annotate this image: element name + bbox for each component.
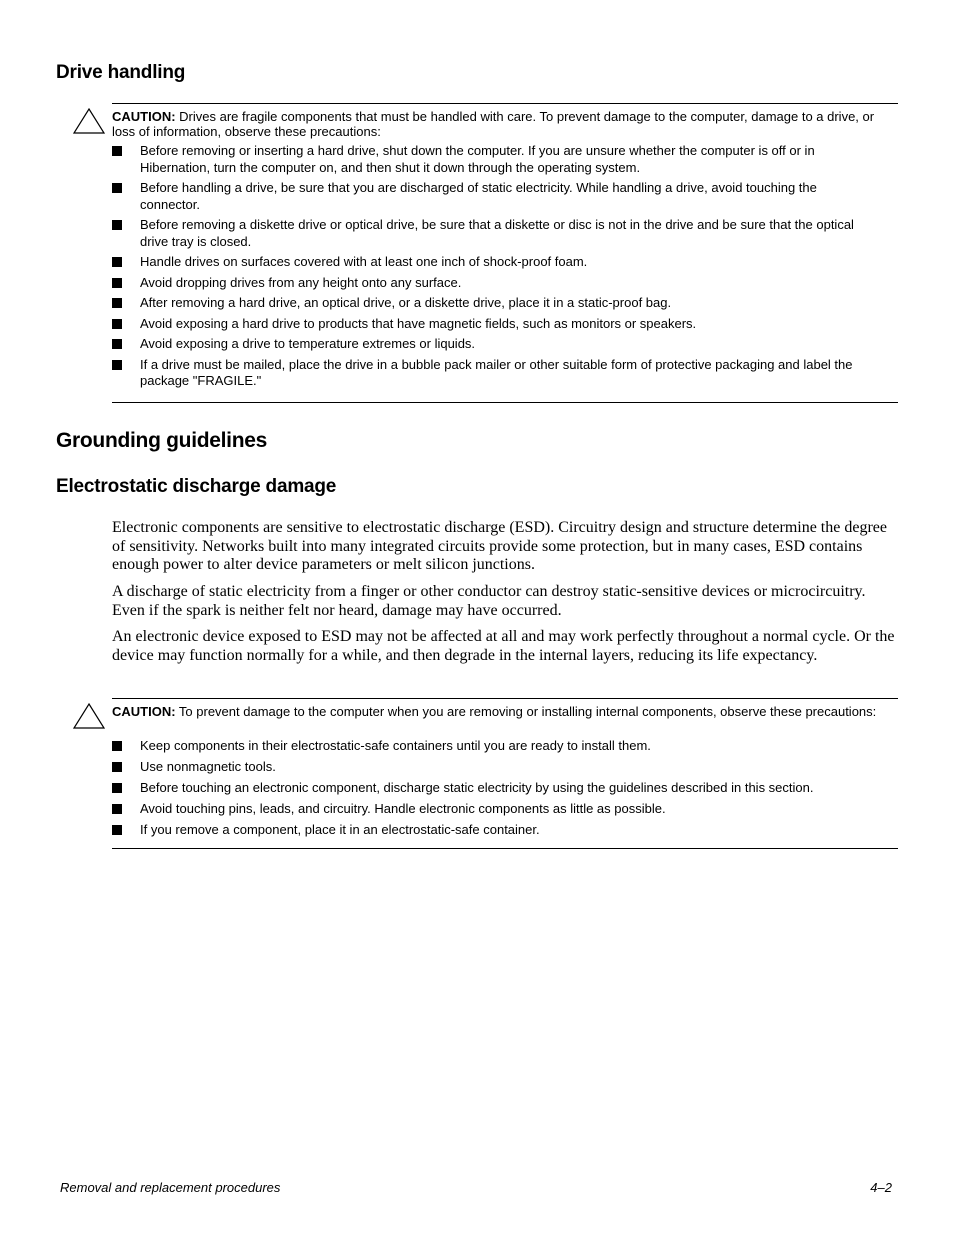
footer-page-number: 4–2 xyxy=(870,1180,892,1195)
list-item: Avoid dropping drives from any height onto any surface. xyxy=(112,275,880,292)
caution-triangle-icon xyxy=(72,107,106,135)
caution-top-rule xyxy=(112,103,898,104)
caution-bottom-rule xyxy=(112,402,898,403)
paragraph: An electronic device exposed to ESD may not be affected at all and may work perfectly throughout a normal cycle. Or the device may function normally for a while, and then degrade in the internal layers, reducing its life expectancy. xyxy=(112,628,895,664)
list-item: After removing a hard drive, an optical drive, or a diskette drive, place it in a static-proof bag. xyxy=(112,295,880,312)
caution-top-rule xyxy=(112,698,898,699)
caution-box-drive-handling xyxy=(112,103,898,403)
caution-bottom-rule xyxy=(112,848,898,849)
list-item: If a drive must be mailed, place the drive in a bubble pack mailer or other suitable form of protective packaging and label the package "FRAGILE." xyxy=(112,357,880,390)
subsection-heading-esd-damage: Electrostatic discharge damage xyxy=(56,476,337,497)
list-item: Handle drives on surfaces covered with at least one inch of shock-proof foam. xyxy=(112,254,880,271)
list-item: Before removing or inserting a hard drive, shut down the computer. If you are unsure whether the computer is off or in Hibernation, turn the computer on, and then shut it down through the operating system. xyxy=(112,143,880,176)
list-item: Avoid exposing a drive to temperature extremes or liquids. xyxy=(112,336,880,353)
caution-box-grounding xyxy=(112,698,898,850)
list-item: Avoid touching pins, leads, and circuitry. Handle electronic components as little as possible. xyxy=(112,801,880,818)
caution-text: To prevent damage to the computer when you are removing or installing internal components, observe these precautions: xyxy=(175,704,877,719)
list-item: Before handling a drive, be sure that you are discharged of static electricity. While handling a drive, avoid touching the connector. xyxy=(112,180,880,213)
caution-lead-text xyxy=(112,109,882,139)
list-item: Before touching an electronic component, discharge static electricity by using the guidelines described in this section. xyxy=(112,780,880,797)
caution-text: Drives are fragile components that must be handled with care. To prevent damage to the computer, damage to a drive, or loss of information, observe these precautions: xyxy=(112,109,875,139)
caution-lead-text xyxy=(112,704,882,719)
caution-triangle-icon xyxy=(72,702,106,730)
section-heading-grounding-guidelines: Grounding guidelines xyxy=(56,429,267,452)
section-heading-drive-handling: Drive handling xyxy=(56,62,186,83)
footer-section-title: Removal and replacement procedures xyxy=(60,1180,281,1195)
paragraph: Electronic components are sensitive to electrostatic discharge (ESD). Circuitry design and structure determine the degree of sensitivity. Networks built into many integrated circuits provide some protection, but in many cases, ESD contains enough power to alter device parameters or melt silicon junctions. xyxy=(112,519,887,573)
list-item: Before removing a diskette drive or optical drive, be sure that a diskette or disc is not in the drive and be sure that the optical drive tray is closed. xyxy=(112,217,880,250)
list-item: Keep components in their electrostatic-safe containers until you are ready to install them. xyxy=(112,738,880,755)
caution-list xyxy=(112,143,898,390)
caution-label: CAUTION: xyxy=(112,704,176,719)
list-item: Avoid exposing a hard drive to products that have magnetic fields, such as monitors or speakers. xyxy=(112,316,880,333)
paragraph: A discharge of static electricity from a finger or other conductor can destroy static-sensitive devices or microcircuitry. Even if the spark is neither felt nor heard, damage may have occurred. xyxy=(112,583,866,619)
caution-label: CAUTION: xyxy=(112,109,176,124)
list-item: If you remove a component, place it in an electrostatic-safe container. xyxy=(112,822,880,839)
list-item: Use nonmagnetic tools. xyxy=(112,759,880,776)
caution-list xyxy=(112,738,898,839)
